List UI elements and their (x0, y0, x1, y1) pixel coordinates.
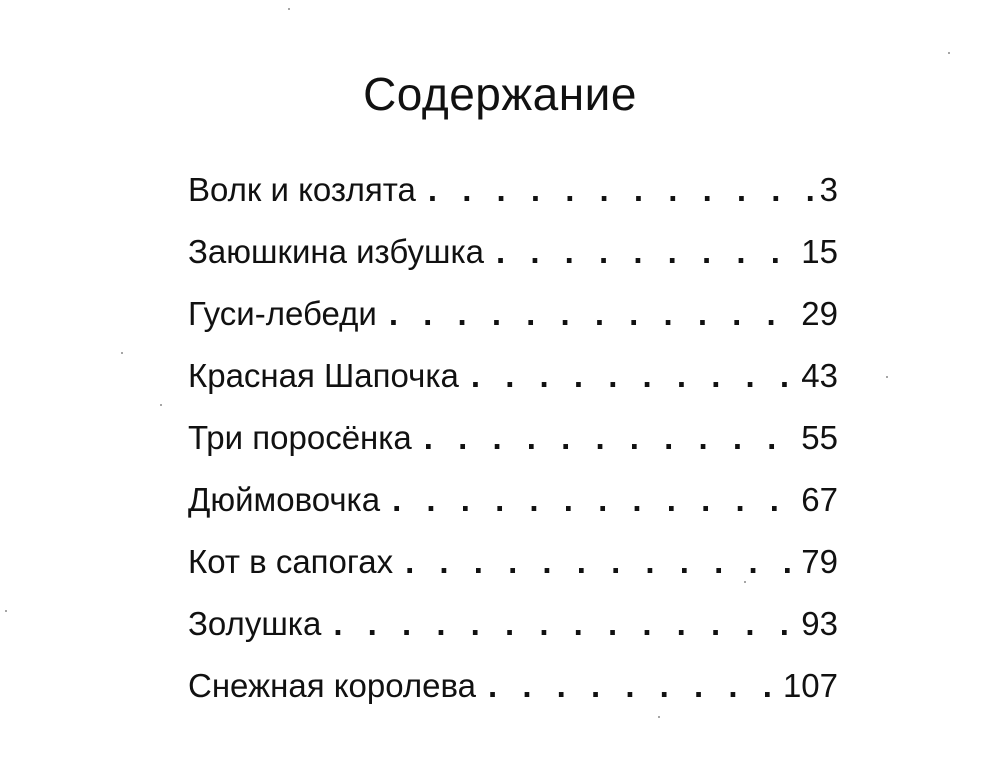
list-item[interactable] (188, 536, 838, 598)
dot-leader (424, 412, 796, 464)
scan-speck (948, 52, 950, 54)
dot-leader (392, 474, 795, 526)
entry-title: Кот в сапогах (188, 543, 394, 580)
scan-speck (160, 404, 162, 406)
dot-leader (488, 660, 777, 712)
entry-title: Волк и козлята (188, 171, 416, 208)
entry-page-number: 93 (801, 605, 838, 642)
scan-speck (744, 581, 746, 583)
scan-speck (5, 610, 7, 612)
entry-title: Заюшкина избушка (188, 233, 484, 270)
entry-page-number: 55 (801, 419, 838, 456)
entry-page-number: 79 (801, 543, 838, 580)
list-item[interactable] (188, 288, 838, 350)
list-item[interactable] (188, 164, 838, 226)
scan-speck (121, 352, 123, 354)
entry-page-number: 15 (801, 233, 838, 270)
dot-leader (471, 350, 795, 402)
entry-title: Красная Шапочка (188, 357, 459, 394)
dot-leader (389, 288, 795, 340)
list-item[interactable] (188, 474, 838, 536)
list-item[interactable] (188, 660, 838, 722)
entry-page-number: 67 (801, 481, 838, 518)
entry-page-number: 43 (801, 357, 838, 394)
entry-title: Снежная королева (188, 667, 476, 704)
entry-page-number: 107 (782, 667, 838, 704)
contents-list (188, 164, 838, 722)
list-item[interactable] (188, 598, 838, 660)
scan-speck (886, 376, 888, 378)
scan-speck (288, 8, 290, 10)
page-title: Содержание (363, 68, 637, 120)
entry-page-number: 3 (819, 171, 838, 208)
entry-page-number: 29 (801, 295, 838, 332)
scan-speck (658, 716, 660, 718)
dot-leader (428, 164, 814, 216)
list-item[interactable] (188, 412, 838, 474)
dot-leader (333, 598, 795, 650)
dot-leader (496, 226, 795, 278)
entry-title: Три поросёнка (188, 419, 412, 456)
entry-title: Дюймовочка (188, 481, 381, 518)
dot-leader (405, 536, 795, 588)
list-item[interactable] (188, 350, 838, 412)
entry-title: Золушка (188, 605, 322, 642)
list-item[interactable] (188, 226, 838, 288)
entry-title: Гуси-лебеди (188, 295, 377, 332)
